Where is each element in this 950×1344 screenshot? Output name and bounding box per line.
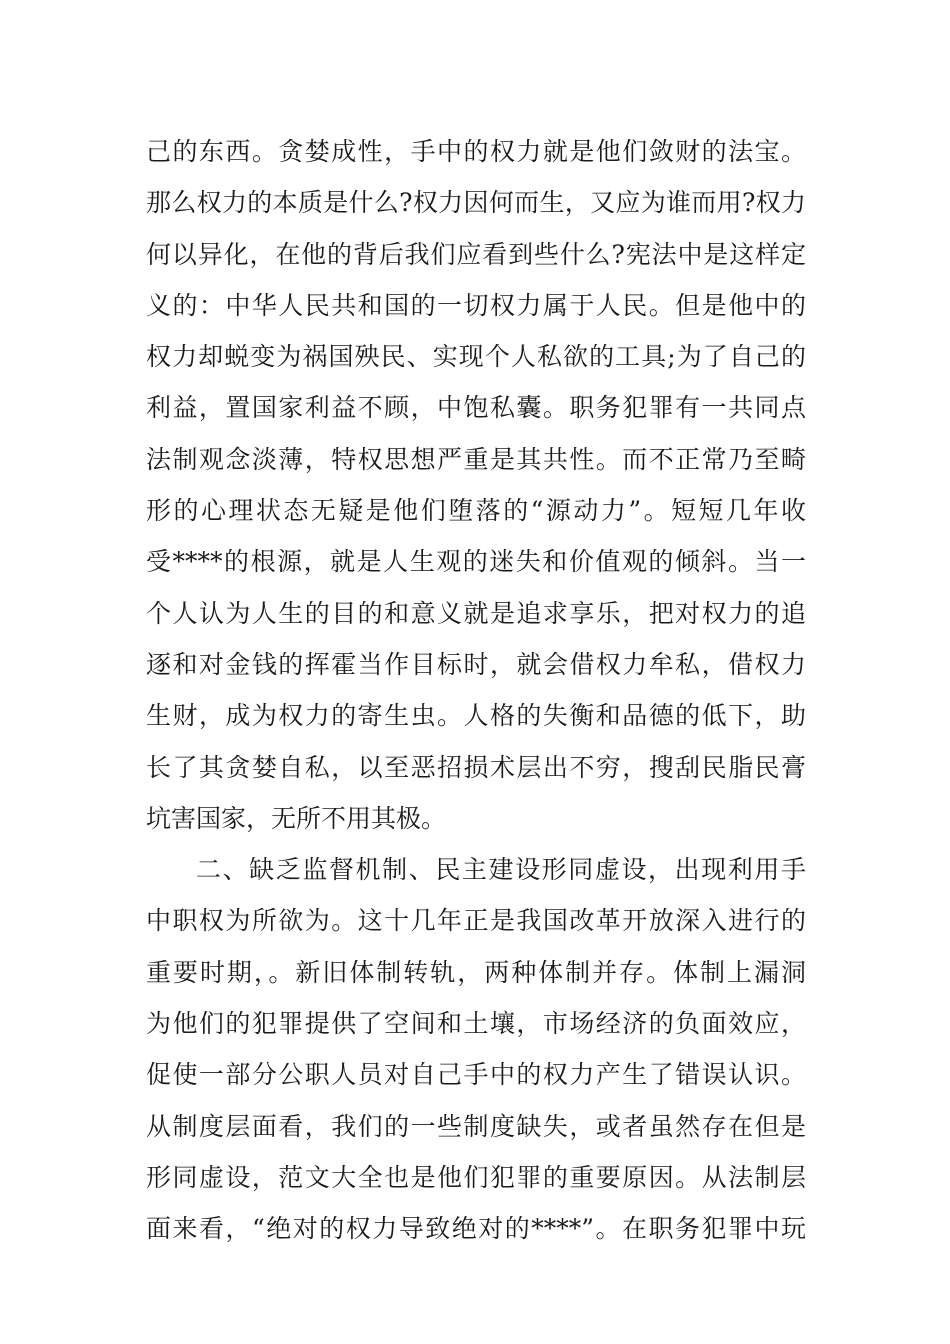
text-line: 逐和对金钱的挥霍当作目标时，就会借权力牟私，借权力: [146, 649, 806, 679]
text-line: 受****的根源，就是人生观的迷失和价值观的倾斜。当一: [146, 547, 806, 577]
text-line: 促使一部分公职人员对自己手中的权力产生了错误认识。: [146, 1060, 806, 1090]
body-text: [146, 126, 806, 1255]
text-line: 个人认为人生的目的和意义就是追求享乐，把对权力的追: [146, 598, 806, 628]
text-line: 生财，成为权力的寄生虫。人格的失衡和品德的低下，助: [146, 701, 806, 731]
text-line: 形的心理状态无疑是他们堕落的“源动力”。短短几年收: [146, 496, 806, 526]
text-line: 权力却蜕变为祸国殃民、实现个人私欲的工具;为了自己的: [146, 342, 806, 372]
text-line: 己的东西。贪婪成性，手中的权力就是他们敛财的法宝。: [146, 137, 806, 166]
text-line: 重要时期，。新旧体制转轨，两种体制并存。体制上漏洞: [146, 957, 806, 987]
text-line: 形同虚设，范文大全也是他们犯罪的重要原因。从法制层: [146, 1162, 806, 1192]
text-line: 法制观念淡薄，特权思想严重是其共性。而不正常乃至畸: [146, 444, 806, 474]
text-line: 中职权为所欲为。这十几年正是我国改革开放深入进行的: [146, 906, 806, 936]
text-line: 那么权力的本质是什么?权力因何而生，又应为谁而用?权力: [146, 188, 806, 218]
text-line: 何以异化，在他的背后我们应看到些什么?宪法中是这样定: [146, 239, 806, 269]
text-line: 义的：中华人民共和国的一切权力属于人民。但是他中的: [146, 290, 806, 320]
text-line: 面来看，“绝对的权力导致绝对的****”。在职务犯罪中玩: [146, 1214, 806, 1244]
text-line: 为他们的犯罪提供了空间和土壤，市场经济的负面效应，: [146, 1009, 806, 1039]
text-line: 长了其贪婪自私，以至恶招损术层出不穷，搜刮民脂民膏: [146, 752, 806, 782]
section-heading-line: 二、缺乏监督机制、民主建设形同虚设，出现利用手: [196, 855, 806, 885]
text-line: 从制度层面看，我们的一些制度缺失，或者虽然存在但是: [146, 1111, 806, 1141]
text-line: 利益，置国家利益不顾，中饱私囊。职务犯罪有一共同点: [146, 393, 806, 423]
paragraph-end-line: 坑害国家，无所不用其极。: [146, 803, 447, 833]
